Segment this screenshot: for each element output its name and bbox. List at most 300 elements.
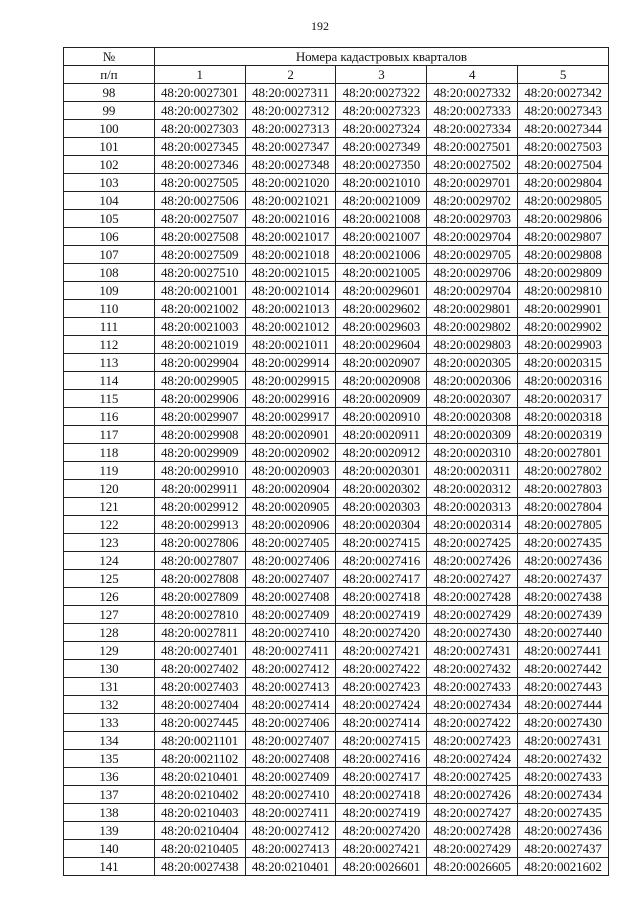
cadastral-number-cell: 48:20:0021009: [336, 192, 427, 210]
cadastral-number-cell: 48:20:0027420: [336, 624, 427, 642]
cadastral-number-cell: 48:20:0027347: [245, 138, 336, 156]
cadastral-number-cell: 48:20:0027433: [518, 768, 609, 786]
header-col-4: 4: [427, 66, 518, 84]
table-row: [64, 390, 609, 408]
cadastral-number-cell: 48:20:0020902: [245, 444, 336, 462]
row-number: 118: [64, 444, 155, 462]
row-number: 115: [64, 390, 155, 408]
cadastral-number-cell: 48:20:0027803: [518, 480, 609, 498]
cadastral-number-cell: 48:20:0027442: [518, 660, 609, 678]
cadastral-number-cell: 48:20:0027433: [427, 678, 518, 696]
cadastral-number-cell: 48:20:0027428: [427, 588, 518, 606]
cadastral-number-cell: 48:20:0027509: [154, 246, 245, 264]
table-row: [64, 210, 609, 228]
cadastral-number-cell: 48:20:0027802: [518, 462, 609, 480]
table-row: [64, 786, 609, 804]
cadastral-number-cell: 48:20:0027435: [518, 534, 609, 552]
table-row: [64, 426, 609, 444]
cadastral-number-cell: 48:20:0027429: [427, 606, 518, 624]
header-row-bottom: [64, 66, 609, 84]
cadastral-number-cell: 48:20:0020315: [518, 354, 609, 372]
row-number: 104: [64, 192, 155, 210]
cadastral-number-cell: 48:20:0027418: [336, 588, 427, 606]
cadastral-number-cell: 48:20:0026605: [427, 858, 518, 876]
table-row: [64, 516, 609, 534]
page-number: 192: [311, 19, 329, 33]
cadastral-number-cell: 48:20:0027811: [154, 624, 245, 642]
cadastral-number-cell: 48:20:0020306: [427, 372, 518, 390]
table-row: [64, 534, 609, 552]
table-row: [64, 84, 609, 102]
cadastral-number-cell: 48:20:0029906: [154, 390, 245, 408]
cadastral-number-cell: 48:20:0027409: [245, 768, 336, 786]
cadastral-number-cell: 48:20:0021001: [154, 282, 245, 300]
cadastral-number-cell: 48:20:0027438: [518, 588, 609, 606]
cadastral-number-cell: 48:20:0210401: [154, 768, 245, 786]
cadastral-number-cell: 48:20:0020301: [336, 462, 427, 480]
cadastral-number-cell: 48:20:0021102: [154, 750, 245, 768]
row-number: 141: [64, 858, 155, 876]
cadastral-number-cell: 48:20:0020303: [336, 498, 427, 516]
cadastral-number-cell: 48:20:0029902: [518, 318, 609, 336]
cadastral-number-cell: 48:20:0021602: [518, 858, 609, 876]
cadastral-number-cell: 48:20:0020907: [336, 354, 427, 372]
row-number: 133: [64, 714, 155, 732]
cadastral-number-cell: 48:20:0027413: [245, 678, 336, 696]
cadastral-number-cell: 48:20:0210402: [154, 786, 245, 804]
header-col-3: 3: [336, 66, 427, 84]
cadastral-number-cell: 48:20:0021018: [245, 246, 336, 264]
cadastral-number-cell: 48:20:0027415: [336, 534, 427, 552]
header-col-5: 5: [518, 66, 609, 84]
cadastral-number-cell: 48:20:0027422: [336, 660, 427, 678]
cadastral-number-cell: 48:20:0027432: [427, 660, 518, 678]
cadastral-number-cell: 48:20:0027404: [154, 696, 245, 714]
cadastral-number-cell: 48:20:0029805: [518, 192, 609, 210]
row-number: 102: [64, 156, 155, 174]
cadastral-number-cell: 48:20:0027427: [427, 804, 518, 822]
cadastral-number-cell: 48:20:0027507: [154, 210, 245, 228]
cadastral-number-cell: 48:20:0020911: [336, 426, 427, 444]
cadastral-number-cell: 48:20:0020316: [518, 372, 609, 390]
cadastral-number-cell: 48:20:0027804: [518, 498, 609, 516]
cadastral-number-cell: 48:20:0020908: [336, 372, 427, 390]
table-row: [64, 318, 609, 336]
cadastral-number-cell: 48:20:0027422: [427, 714, 518, 732]
cadastral-number-cell: 48:20:0021017: [245, 228, 336, 246]
table-row: [64, 858, 609, 876]
row-number: 132: [64, 696, 155, 714]
cadastral-number-cell: 48:20:0027419: [336, 606, 427, 624]
cadastral-number-cell: 48:20:0027408: [245, 750, 336, 768]
cadastral-number-cell: 48:20:0021007: [336, 228, 427, 246]
table-row: [64, 354, 609, 372]
cadastral-number-cell: 48:20:0029901: [518, 300, 609, 318]
table-row: [64, 642, 609, 660]
cadastral-number-cell: 48:20:0027407: [245, 732, 336, 750]
row-number: 101: [64, 138, 155, 156]
cadastral-number-cell: 48:20:0027413: [245, 840, 336, 858]
cadastral-number-cell: 48:20:0027412: [245, 660, 336, 678]
cadastral-number-cell: 48:20:0027439: [518, 606, 609, 624]
cadastral-number-cell: 48:20:0021011: [245, 336, 336, 354]
table-row: [64, 624, 609, 642]
cadastral-number-cell: 48:20:0027441: [518, 642, 609, 660]
cadastral-number-cell: 48:20:0027418: [336, 786, 427, 804]
cadastral-number-cell: 48:20:0027313: [245, 120, 336, 138]
row-number: 129: [64, 642, 155, 660]
cadastral-number-cell: 48:20:0027424: [336, 696, 427, 714]
cadastral-number-cell: 48:20:0027416: [336, 552, 427, 570]
cadastral-number-cell: 48:20:0029601: [336, 282, 427, 300]
cadastral-number-cell: 48:20:0020309: [427, 426, 518, 444]
cadastral-number-cell: 48:20:0029803: [427, 336, 518, 354]
row-number: 100: [64, 120, 155, 138]
cadastral-quarters-table: [63, 47, 609, 876]
cadastral-number-cell: 48:20:0027805: [518, 516, 609, 534]
cadastral-number-cell: 48:20:0029915: [245, 372, 336, 390]
row-number: 111: [64, 318, 155, 336]
row-number: 139: [64, 822, 155, 840]
table-row: [64, 732, 609, 750]
cadastral-number-cell: 48:20:0020910: [336, 408, 427, 426]
cadastral-number-cell: 48:20:0027406: [245, 552, 336, 570]
cadastral-number-cell: 48:20:0021012: [245, 318, 336, 336]
cadastral-number-cell: 48:20:0020319: [518, 426, 609, 444]
row-number: 134: [64, 732, 155, 750]
row-number: 131: [64, 678, 155, 696]
header-group-title: Номера кадастровых кварталов: [154, 48, 608, 66]
cadastral-number-cell: 48:20:0027810: [154, 606, 245, 624]
cadastral-number-cell: 48:20:0027501: [427, 138, 518, 156]
row-number: 136: [64, 768, 155, 786]
cadastral-number-cell: 48:20:0029909: [154, 444, 245, 462]
cadastral-number-cell: 48:20:0027334: [427, 120, 518, 138]
table-row: [64, 192, 609, 210]
cadastral-number-cell: 48:20:0021013: [245, 300, 336, 318]
cadastral-number-cell: 48:20:0029704: [427, 282, 518, 300]
table-row: [64, 714, 609, 732]
cadastral-number-cell: 48:20:0020305: [427, 354, 518, 372]
cadastral-number-cell: 48:20:0021019: [154, 336, 245, 354]
cadastral-number-cell: 48:20:0020307: [427, 390, 518, 408]
cadastral-number-cell: 48:20:0027302: [154, 102, 245, 120]
row-number: 122: [64, 516, 155, 534]
cadastral-number-cell: 48:20:0027437: [518, 570, 609, 588]
cadastral-number-cell: 48:20:0027504: [518, 156, 609, 174]
cadastral-number-cell: 48:20:0027808: [154, 570, 245, 588]
cadastral-number-cell: 48:20:0027427: [427, 570, 518, 588]
cadastral-number-cell: 48:20:0027301: [154, 84, 245, 102]
row-number: 124: [64, 552, 155, 570]
row-number: 107: [64, 246, 155, 264]
cadastral-number-cell: 48:20:0027420: [336, 822, 427, 840]
cadastral-number-cell: 48:20:0029802: [427, 318, 518, 336]
cadastral-number-cell: 48:20:0021003: [154, 318, 245, 336]
cadastral-number-cell: 48:20:0029704: [427, 228, 518, 246]
cadastral-number-cell: 48:20:0020314: [427, 516, 518, 534]
cadastral-number-cell: 48:20:0021006: [336, 246, 427, 264]
cadastral-number-cell: 48:20:0021016: [245, 210, 336, 228]
row-number: 121: [64, 498, 155, 516]
cadastral-number-cell: 48:20:0027342: [518, 84, 609, 102]
table-row: [64, 156, 609, 174]
cadastral-number-cell: 48:20:0027429: [427, 840, 518, 858]
cadastral-number-cell: 48:20:0027343: [518, 102, 609, 120]
cadastral-number-cell: 48:20:0027417: [336, 570, 427, 588]
cadastral-number-cell: 48:20:0020304: [336, 516, 427, 534]
cadastral-number-cell: 48:20:0027350: [336, 156, 427, 174]
cadastral-number-cell: 48:20:0027438: [154, 858, 245, 876]
cadastral-number-cell: 48:20:0021014: [245, 282, 336, 300]
cadastral-number-cell: 48:20:0027407: [245, 570, 336, 588]
row-number: 103: [64, 174, 155, 192]
row-number: 110: [64, 300, 155, 318]
table-row: [64, 570, 609, 588]
cadastral-number-cell: 48:20:0029912: [154, 498, 245, 516]
cadastral-number-cell: 48:20:0029911: [154, 480, 245, 498]
cadastral-number-cell: 48:20:0027443: [518, 678, 609, 696]
cadastral-number-cell: 48:20:0029917: [245, 408, 336, 426]
cadastral-number-cell: 48:20:0027324: [336, 120, 427, 138]
cadastral-number-cell: 48:20:0027444: [518, 696, 609, 714]
row-number: 99: [64, 102, 155, 120]
cadastral-number-cell: 48:20:0027506: [154, 192, 245, 210]
header-col-1: 1: [154, 66, 245, 84]
cadastral-number-cell: 48:20:0027349: [336, 138, 427, 156]
table-header: [64, 48, 609, 84]
table-row: [64, 372, 609, 390]
cadastral-number-cell: 48:20:0027440: [518, 624, 609, 642]
cadastral-number-cell: 48:20:0029804: [518, 174, 609, 192]
cadastral-number-cell: 48:20:0027436: [518, 552, 609, 570]
table-row: [64, 264, 609, 282]
cadastral-number-cell: 48:20:0027408: [245, 588, 336, 606]
cadastral-number-cell: 48:20:0029903: [518, 336, 609, 354]
cadastral-number-cell: 48:20:0029602: [336, 300, 427, 318]
cadastral-number-cell: 48:20:0027344: [518, 120, 609, 138]
row-number: 123: [64, 534, 155, 552]
table-body: [64, 84, 609, 876]
cadastral-number-cell: 48:20:0029801: [427, 300, 518, 318]
cadastral-number-cell: 48:20:0027415: [336, 732, 427, 750]
cadastral-number-cell: 48:20:0027403: [154, 678, 245, 696]
cadastral-number-cell: 48:20:0029706: [427, 264, 518, 282]
cadastral-number-cell: 48:20:0027431: [518, 732, 609, 750]
cadastral-number-cell: 48:20:0029907: [154, 408, 245, 426]
cadastral-number-cell: 48:20:0026601: [336, 858, 427, 876]
cadastral-number-cell: 48:20:0027312: [245, 102, 336, 120]
row-number: 113: [64, 354, 155, 372]
cadastral-number-cell: 48:20:0027401: [154, 642, 245, 660]
cadastral-number-cell: 48:20:0027414: [245, 696, 336, 714]
cadastral-number-cell: 48:20:0027346: [154, 156, 245, 174]
cadastral-number-cell: 48:20:0029913: [154, 516, 245, 534]
cadastral-number-cell: 48:20:0027410: [245, 624, 336, 642]
cadastral-number-cell: 48:20:0020909: [336, 390, 427, 408]
row-number: 106: [64, 228, 155, 246]
cadastral-number-cell: 48:20:0020317: [518, 390, 609, 408]
cadastral-number-cell: 48:20:0021020: [245, 174, 336, 192]
cadastral-number-cell: 48:20:0020312: [427, 480, 518, 498]
cadastral-number-cell: 48:20:0029806: [518, 210, 609, 228]
cadastral-number-cell: 48:20:0027416: [336, 750, 427, 768]
cadastral-number-cell: 48:20:0029603: [336, 318, 427, 336]
cadastral-number-cell: 48:20:0021008: [336, 210, 427, 228]
cadastral-number-cell: 48:20:0027409: [245, 606, 336, 624]
row-number: 116: [64, 408, 155, 426]
cadastral-number-cell: 48:20:0027432: [518, 750, 609, 768]
cadastral-number-cell: 48:20:0027434: [518, 786, 609, 804]
header-pp: п/п: [64, 66, 155, 84]
table-row: [64, 804, 609, 822]
cadastral-number-cell: 48:20:0027419: [336, 804, 427, 822]
table-row: [64, 606, 609, 624]
table-row: [64, 174, 609, 192]
table-row: [64, 660, 609, 678]
cadastral-number-cell: 48:20:0027412: [245, 822, 336, 840]
cadastral-number-cell: 48:20:0027322: [336, 84, 427, 102]
cadastral-number-cell: 48:20:0027423: [427, 732, 518, 750]
cadastral-number-cell: 48:20:0020905: [245, 498, 336, 516]
cadastral-number-cell: 48:20:0020302: [336, 480, 427, 498]
row-number: 128: [64, 624, 155, 642]
cadastral-number-cell: 48:20:0027425: [427, 768, 518, 786]
row-number: 125: [64, 570, 155, 588]
cadastral-number-cell: 48:20:0027510: [154, 264, 245, 282]
cadastral-number-cell: 48:20:0020901: [245, 426, 336, 444]
row-number: 138: [64, 804, 155, 822]
table-row: [64, 552, 609, 570]
cadastral-number-cell: 48:20:0027806: [154, 534, 245, 552]
table-row: [64, 282, 609, 300]
table-row: [64, 750, 609, 768]
cadastral-number-cell: 48:20:0027502: [427, 156, 518, 174]
cadastral-number-cell: 48:20:0021005: [336, 264, 427, 282]
row-number: 135: [64, 750, 155, 768]
row-number: 119: [64, 462, 155, 480]
cadastral-number-cell: 48:20:0027426: [427, 786, 518, 804]
row-number: 112: [64, 336, 155, 354]
cadastral-number-cell: 48:20:0027436: [518, 822, 609, 840]
row-number: 109: [64, 282, 155, 300]
cadastral-number-cell: 48:20:0210405: [154, 840, 245, 858]
cadastral-number-cell: 48:20:0027434: [427, 696, 518, 714]
cadastral-number-cell: 48:20:0020903: [245, 462, 336, 480]
row-number: 114: [64, 372, 155, 390]
cadastral-number-cell: 48:20:0027406: [245, 714, 336, 732]
cadastral-number-cell: 48:20:0021002: [154, 300, 245, 318]
cadastral-number-cell: 48:20:0027333: [427, 102, 518, 120]
cadastral-number-cell: 48:20:0029916: [245, 390, 336, 408]
cadastral-number-cell: 48:20:0020313: [427, 498, 518, 516]
table-row: [64, 300, 609, 318]
cadastral-number-cell: 48:20:0029701: [427, 174, 518, 192]
cadastral-number-cell: 48:20:0027405: [245, 534, 336, 552]
cadastral-number-cell: 48:20:0027431: [427, 642, 518, 660]
cadastral-number-cell: 48:20:0029703: [427, 210, 518, 228]
cadastral-number-cell: 48:20:0027402: [154, 660, 245, 678]
cadastral-number-cell: 48:20:0029807: [518, 228, 609, 246]
cadastral-number-cell: 48:20:0210403: [154, 804, 245, 822]
row-number: 140: [64, 840, 155, 858]
table-row: [64, 588, 609, 606]
table-row: [64, 462, 609, 480]
cadastral-number-cell: 48:20:0210401: [245, 858, 336, 876]
cadastral-number-cell: 48:20:0027311: [245, 84, 336, 102]
table-row: [64, 246, 609, 264]
cadastral-number-cell: 48:20:0020912: [336, 444, 427, 462]
table-row: [64, 444, 609, 462]
table-row: [64, 678, 609, 696]
table-row: [64, 228, 609, 246]
cadastral-number-cell: 48:20:0029604: [336, 336, 427, 354]
cadastral-number-cell: 48:20:0027411: [245, 642, 336, 660]
cadastral-number-cell: 48:20:0029808: [518, 246, 609, 264]
row-number: 117: [64, 426, 155, 444]
cadastral-number-cell: 48:20:0027425: [427, 534, 518, 552]
cadastral-number-cell: 48:20:0029702: [427, 192, 518, 210]
cadastral-number-cell: 48:20:0020318: [518, 408, 609, 426]
table-row: [64, 336, 609, 354]
cadastral-number-cell: 48:20:0020311: [427, 462, 518, 480]
cadastral-number-cell: 48:20:0027421: [336, 840, 427, 858]
table-row: [64, 840, 609, 858]
cadastral-number-cell: 48:20:0027410: [245, 786, 336, 804]
cadastral-number-cell: 48:20:0027801: [518, 444, 609, 462]
cadastral-number-cell: 48:20:0027426: [427, 552, 518, 570]
table-row: [64, 498, 609, 516]
cadastral-number-cell: 48:20:0027807: [154, 552, 245, 570]
cadastral-number-cell: 48:20:0021101: [154, 732, 245, 750]
cadastral-number-cell: 48:20:0020310: [427, 444, 518, 462]
cadastral-number-cell: 48:20:0029705: [427, 246, 518, 264]
table-row: [64, 102, 609, 120]
header-col-2: 2: [245, 66, 336, 84]
cadastral-number-cell: 48:20:0027332: [427, 84, 518, 102]
table-row: [64, 120, 609, 138]
cadastral-number-cell: 48:20:0029904: [154, 354, 245, 372]
cadastral-number-cell: 48:20:0020308: [427, 408, 518, 426]
header-number-sign: №: [64, 48, 155, 66]
cadastral-number-cell: 48:20:0029810: [518, 282, 609, 300]
row-number: 120: [64, 480, 155, 498]
table-row: [64, 408, 609, 426]
cadastral-number-cell: 48:20:0027417: [336, 768, 427, 786]
cadastral-number-cell: 48:20:0029910: [154, 462, 245, 480]
row-number: 127: [64, 606, 155, 624]
table-row: [64, 480, 609, 498]
row-number: 130: [64, 660, 155, 678]
cadastral-number-cell: 48:20:0021021: [245, 192, 336, 210]
table-row: [64, 822, 609, 840]
cadastral-number-cell: 48:20:0027430: [518, 714, 609, 732]
table-row: [64, 138, 609, 156]
cadastral-number-cell: 48:20:0210404: [154, 822, 245, 840]
cadastral-number-cell: 48:20:0021010: [336, 174, 427, 192]
cadastral-number-cell: 48:20:0027411: [245, 804, 336, 822]
header-row-top: [64, 48, 609, 66]
row-number: 137: [64, 786, 155, 804]
cadastral-number-cell: 48:20:0027508: [154, 228, 245, 246]
row-number: 126: [64, 588, 155, 606]
table-row: [64, 696, 609, 714]
cadastral-number-cell: 48:20:0027414: [336, 714, 427, 732]
cadastral-number-cell: 48:20:0027424: [427, 750, 518, 768]
cadastral-number-cell: 48:20:0029905: [154, 372, 245, 390]
cadastral-number-cell: 48:20:0027505: [154, 174, 245, 192]
cadastral-number-cell: 48:20:0029809: [518, 264, 609, 282]
